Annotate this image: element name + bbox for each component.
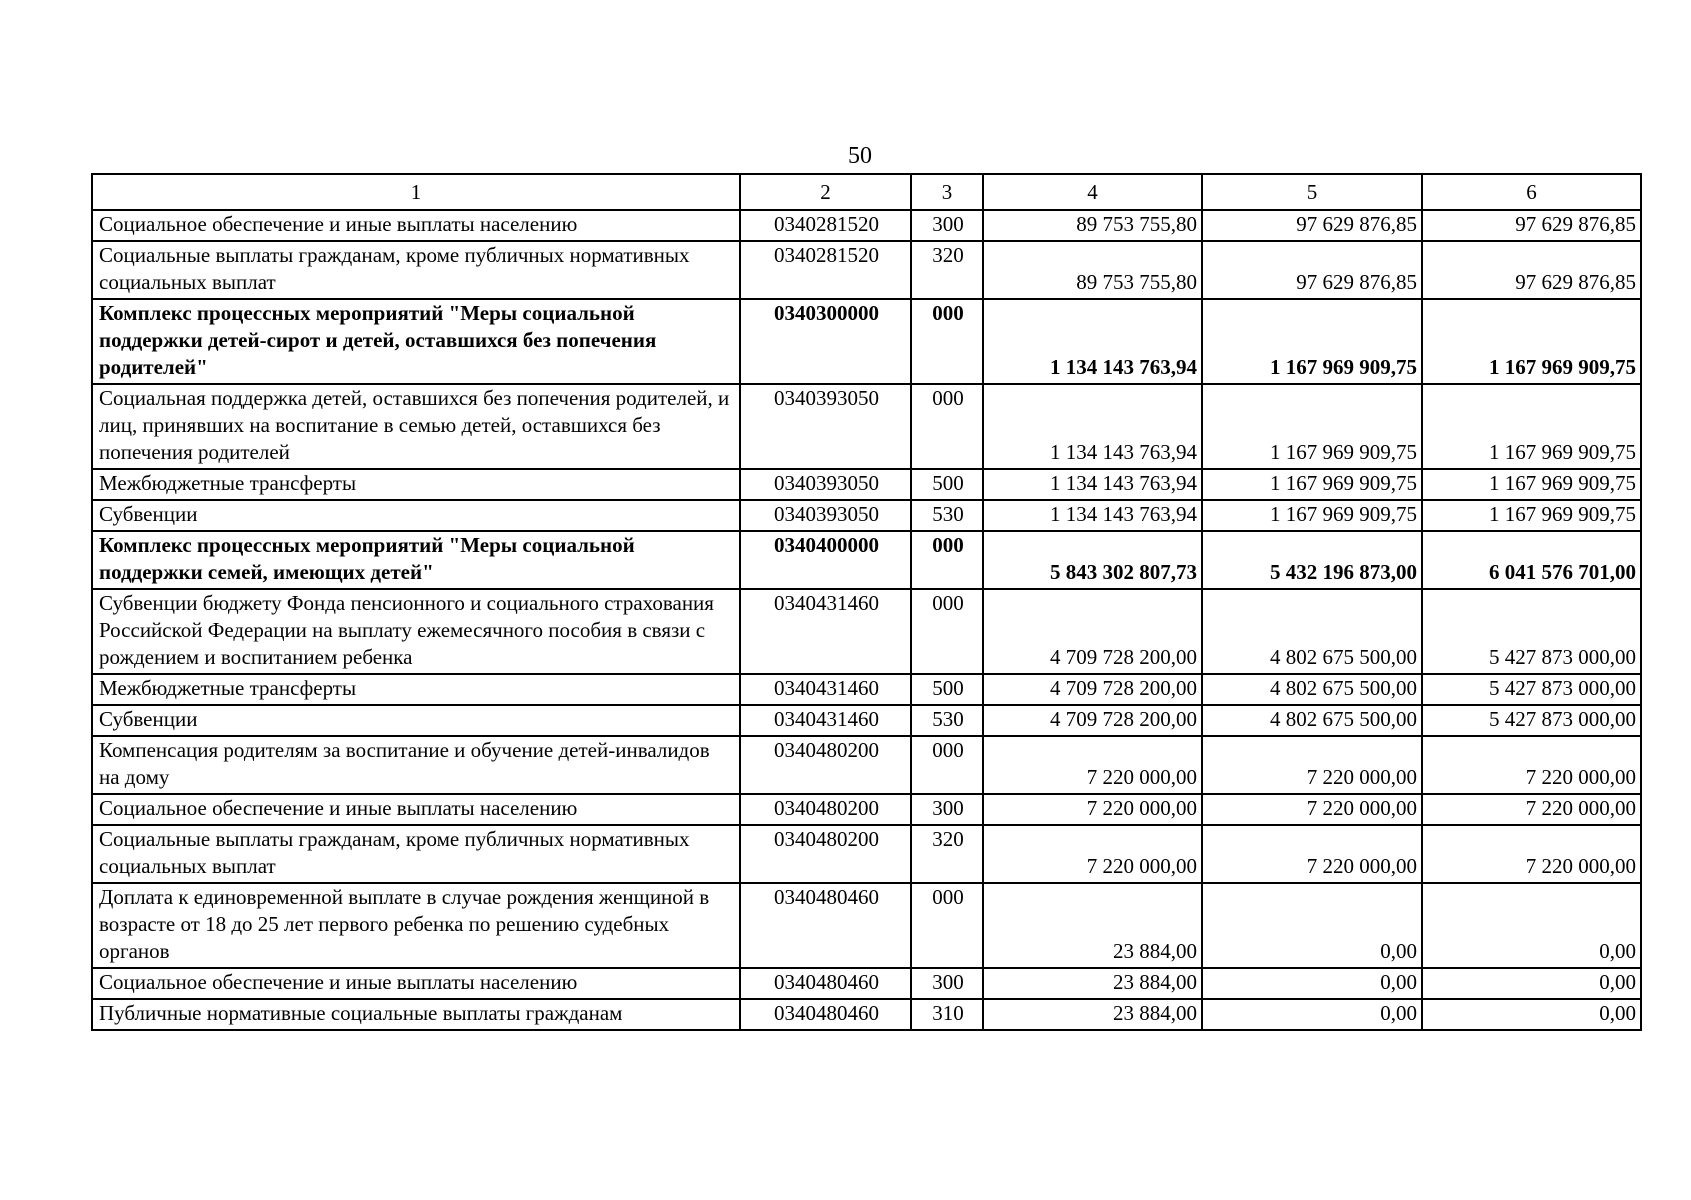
column-header: 1 — [92, 174, 740, 210]
column-header: 3 — [911, 174, 983, 210]
row-name-cell: Субвенции бюджету Фонда пенсионного и социального страхования Российской Федерации на выплату ежемесячного пособия в связи с рождением и воспитанием ребенка — [92, 589, 740, 674]
row-amount-col4-cell: 4 709 728 200,00 — [983, 674, 1202, 705]
table-row — [92, 531, 1641, 589]
row-amount-col4-cell: 7 220 000,00 — [983, 736, 1202, 794]
row-amount-col4-cell: 7 220 000,00 — [983, 794, 1202, 825]
row-amount-col4-cell: 1 134 143 763,94 — [983, 500, 1202, 531]
row-code-cell: 0340300000 — [740, 299, 911, 384]
row-amount-col5-cell: 1 167 969 909,75 — [1202, 500, 1422, 531]
row-amount-col6-cell: 6 041 576 701,00 — [1422, 531, 1641, 589]
row-expense-type-cell: 320 — [911, 825, 983, 883]
row-code-cell: 0340480200 — [740, 736, 911, 794]
row-name-cell: Субвенции — [92, 705, 740, 736]
row-amount-col6-cell: 5 427 873 000,00 — [1422, 705, 1641, 736]
row-amount-col5-cell: 97 629 876,85 — [1202, 210, 1422, 241]
page-number: 50 — [848, 143, 872, 169]
row-amount-col5-cell: 7 220 000,00 — [1202, 794, 1422, 825]
row-amount-col6-cell: 97 629 876,85 — [1422, 241, 1641, 299]
row-name-cell: Комплекс процессных мероприятий "Меры социальной поддержки семей, имеющих детей" — [92, 531, 740, 589]
row-name-cell: Межбюджетные трансферты — [92, 674, 740, 705]
row-amount-col6-cell: 5 427 873 000,00 — [1422, 674, 1641, 705]
row-name-cell: Доплата к единовременной выплате в случае рождения женщиной в возрасте от 18 до 25 лет первого ребенка по решению судебных органов — [92, 883, 740, 968]
column-header: 2 — [740, 174, 911, 210]
row-amount-col5-cell: 0,00 — [1202, 968, 1422, 999]
row-amount-col4-cell: 1 134 143 763,94 — [983, 469, 1202, 500]
row-expense-type-cell: 000 — [911, 299, 983, 384]
row-code-cell: 0340480460 — [740, 999, 911, 1030]
table-row — [92, 705, 1641, 736]
row-code-cell: 0340480460 — [740, 883, 911, 968]
table-row — [92, 589, 1641, 674]
table-row — [92, 384, 1641, 469]
row-amount-col5-cell: 1 167 969 909,75 — [1202, 299, 1422, 384]
row-amount-col6-cell: 7 220 000,00 — [1422, 736, 1641, 794]
table-row — [92, 241, 1641, 299]
row-amount-col4-cell: 1 134 143 763,94 — [983, 299, 1202, 384]
row-expense-type-cell: 530 — [911, 705, 983, 736]
table-row — [92, 999, 1641, 1030]
row-name-cell: Социальное обеспечение и иные выплаты населению — [92, 210, 740, 241]
row-name-cell: Межбюджетные трансферты — [92, 469, 740, 500]
row-amount-col4-cell: 1 134 143 763,94 — [983, 384, 1202, 469]
table-row — [92, 736, 1641, 794]
row-code-cell: 0340480460 — [740, 968, 911, 999]
row-amount-col5-cell: 0,00 — [1202, 999, 1422, 1030]
row-amount-col5-cell: 97 629 876,85 — [1202, 241, 1422, 299]
row-amount-col4-cell: 89 753 755,80 — [983, 210, 1202, 241]
row-amount-col5-cell: 1 167 969 909,75 — [1202, 384, 1422, 469]
row-code-cell: 0340431460 — [740, 705, 911, 736]
table-row — [92, 500, 1641, 531]
row-name-cell: Комплекс процессных мероприятий "Меры социальной поддержки детей-сирот и детей, оставшихся без попечения родителей" — [92, 299, 740, 384]
row-name-cell: Компенсация родителям за воспитание и обучение детей-инвалидов на дому — [92, 736, 740, 794]
row-name-cell: Публичные нормативные социальные выплаты гражданам — [92, 999, 740, 1030]
row-amount-col6-cell: 5 427 873 000,00 — [1422, 589, 1641, 674]
row-expense-type-cell: 300 — [911, 794, 983, 825]
row-amount-col6-cell: 0,00 — [1422, 999, 1641, 1030]
row-expense-type-cell: 310 — [911, 999, 983, 1030]
table-body — [92, 210, 1641, 1030]
column-header: 5 — [1202, 174, 1422, 210]
table-row — [92, 825, 1641, 883]
row-expense-type-cell: 320 — [911, 241, 983, 299]
row-expense-type-cell: 530 — [911, 500, 983, 531]
row-name-cell: Социальное обеспечение и иные выплаты населению — [92, 968, 740, 999]
budget-table — [91, 173, 1642, 1031]
row-amount-col6-cell: 1 167 969 909,75 — [1422, 384, 1641, 469]
column-header: 6 — [1422, 174, 1641, 210]
table-row — [92, 299, 1641, 384]
row-amount-col4-cell: 7 220 000,00 — [983, 825, 1202, 883]
row-amount-col5-cell: 7 220 000,00 — [1202, 825, 1422, 883]
row-name-cell: Социальное обеспечение и иные выплаты населению — [92, 794, 740, 825]
row-amount-col5-cell: 4 802 675 500,00 — [1202, 674, 1422, 705]
row-expense-type-cell: 300 — [911, 210, 983, 241]
row-amount-col6-cell: 97 629 876,85 — [1422, 210, 1641, 241]
row-amount-col5-cell: 1 167 969 909,75 — [1202, 469, 1422, 500]
row-amount-col5-cell: 4 802 675 500,00 — [1202, 705, 1422, 736]
row-code-cell: 0340281520 — [740, 241, 911, 299]
row-code-cell: 0340480200 — [740, 825, 911, 883]
row-amount-col6-cell: 1 167 969 909,75 — [1422, 500, 1641, 531]
row-amount-col4-cell: 4 709 728 200,00 — [983, 589, 1202, 674]
row-amount-col5-cell: 0,00 — [1202, 883, 1422, 968]
row-expense-type-cell: 000 — [911, 883, 983, 968]
row-code-cell: 0340281520 — [740, 210, 911, 241]
row-amount-col5-cell: 7 220 000,00 — [1202, 736, 1422, 794]
row-expense-type-cell: 500 — [911, 674, 983, 705]
row-amount-col4-cell: 89 753 755,80 — [983, 241, 1202, 299]
row-amount-col4-cell: 5 843 302 807,73 — [983, 531, 1202, 589]
row-amount-col6-cell: 0,00 — [1422, 883, 1641, 968]
row-name-cell: Социальная поддержка детей, оставшихся без попечения родителей, и лиц, принявших на воспитание в семью детей, оставшихся без попечения родителей — [92, 384, 740, 469]
row-amount-col4-cell: 23 884,00 — [983, 968, 1202, 999]
row-amount-col6-cell: 1 167 969 909,75 — [1422, 469, 1641, 500]
row-code-cell: 0340393050 — [740, 469, 911, 500]
row-code-cell: 0340431460 — [740, 589, 911, 674]
row-code-cell: 0340400000 — [740, 531, 911, 589]
table-header-row — [92, 174, 1641, 210]
row-name-cell: Социальные выплаты гражданам, кроме публичных нормативных социальных выплат — [92, 825, 740, 883]
row-expense-type-cell: 000 — [911, 736, 983, 794]
row-amount-col6-cell: 7 220 000,00 — [1422, 825, 1641, 883]
table-row — [92, 674, 1641, 705]
row-amount-col5-cell: 4 802 675 500,00 — [1202, 589, 1422, 674]
row-amount-col5-cell: 5 432 196 873,00 — [1202, 531, 1422, 589]
table-row — [92, 883, 1641, 968]
row-amount-col6-cell: 0,00 — [1422, 968, 1641, 999]
row-code-cell: 0340393050 — [740, 500, 911, 531]
row-name-cell: Социальные выплаты гражданам, кроме публичных нормативных социальных выплат — [92, 241, 740, 299]
column-header: 4 — [983, 174, 1202, 210]
row-code-cell: 0340480200 — [740, 794, 911, 825]
row-amount-col4-cell: 23 884,00 — [983, 999, 1202, 1030]
table-row — [92, 794, 1641, 825]
row-amount-col6-cell: 1 167 969 909,75 — [1422, 299, 1641, 384]
row-code-cell: 0340393050 — [740, 384, 911, 469]
row-expense-type-cell: 000 — [911, 384, 983, 469]
row-expense-type-cell: 500 — [911, 469, 983, 500]
table-row — [92, 968, 1641, 999]
row-expense-type-cell: 000 — [911, 589, 983, 674]
row-code-cell: 0340431460 — [740, 674, 911, 705]
table-row — [92, 469, 1641, 500]
row-amount-col4-cell: 23 884,00 — [983, 883, 1202, 968]
row-amount-col4-cell: 4 709 728 200,00 — [983, 705, 1202, 736]
row-name-cell: Субвенции — [92, 500, 740, 531]
table-row — [92, 210, 1641, 241]
row-expense-type-cell: 000 — [911, 531, 983, 589]
row-expense-type-cell: 300 — [911, 968, 983, 999]
row-amount-col6-cell: 7 220 000,00 — [1422, 794, 1641, 825]
